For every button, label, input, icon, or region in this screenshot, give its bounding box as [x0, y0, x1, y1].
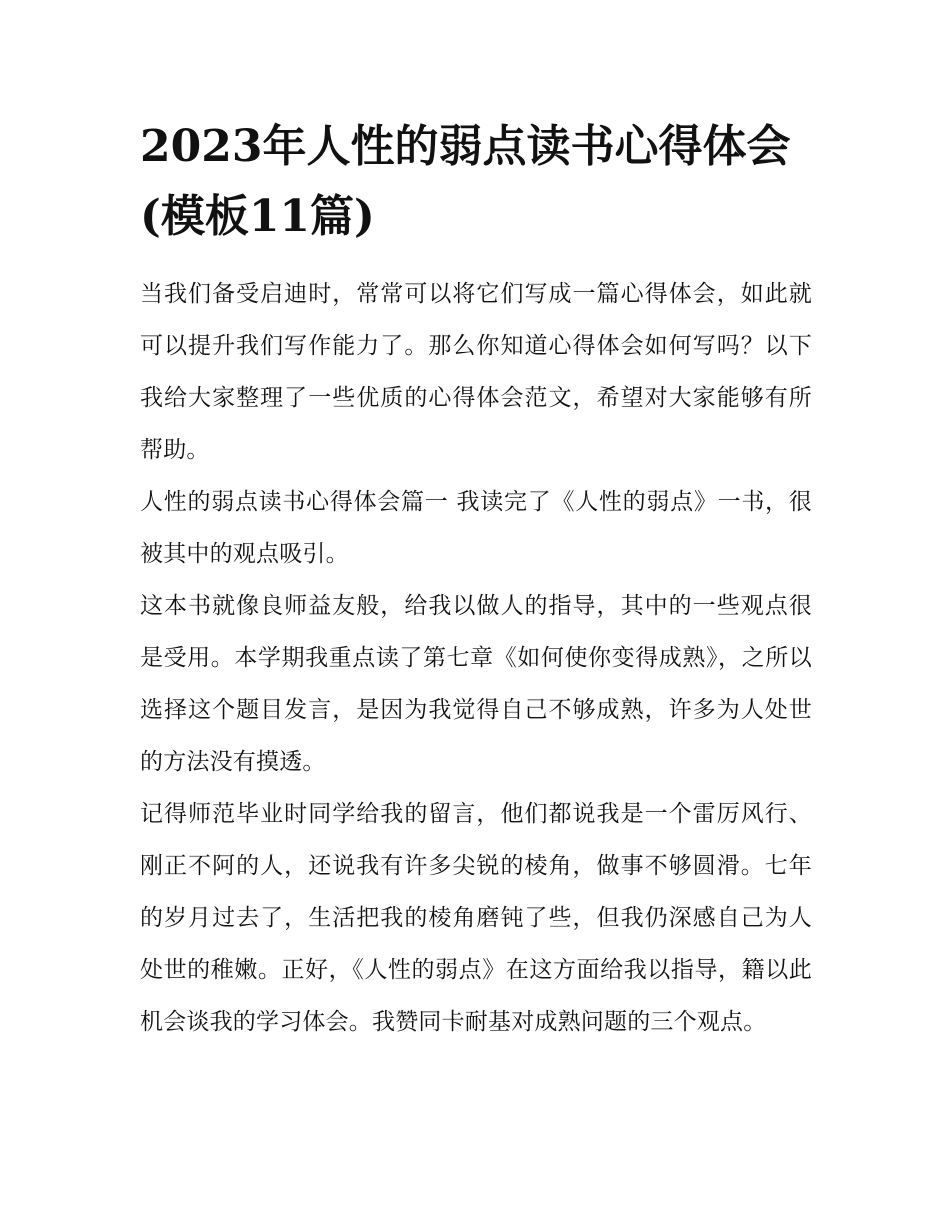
document-page — [140, 112, 812, 1048]
paragraph-graduation-memory: 记得师范毕业时同学给我的留言，他们都说我是一个雷厉风行、刚正不阿的人，还说我有许多尖锐的棱角，做事不够圆滑。七年的岁月过去了，生活把我的棱角磨钝了些，但我仍深感自己为人处世的稚嫩。正好，《人性的弱点》在这方面给我以指导，籍以此机会谈我的学习体会。我赞同卡耐基对成熟问题的三个观点。 — [140, 801, 812, 1035]
document-title: 2023年人性的弱点读书心得体会(模板11篇) — [140, 121, 791, 242]
paragraph-book-guidance: 这本书就像良师益友般，给我以做人的指导，其中的一些观点很是受用。本学期我重点读了第七章《如何使你变得成熟》，之所以选择这个题目发言，是因为我觉得自己不够成熟，许多为人处世的方法没有摸透。 — [140, 593, 812, 775]
paragraph-section-one: 人性的弱点读书心得体会篇一 我读完了《人性的弱点》一书，很被其中的观点吸引。 — [140, 489, 812, 567]
paragraph-intro: 当我们备受启迪时，常常可以将它们写成一篇心得体会，如此就可以提升我们写作能力了。那么你知道心得体会如何写吗？以下我给大家整理了一些优质的心得体会范文，希望对大家能够有所帮助。 — [140, 281, 812, 463]
